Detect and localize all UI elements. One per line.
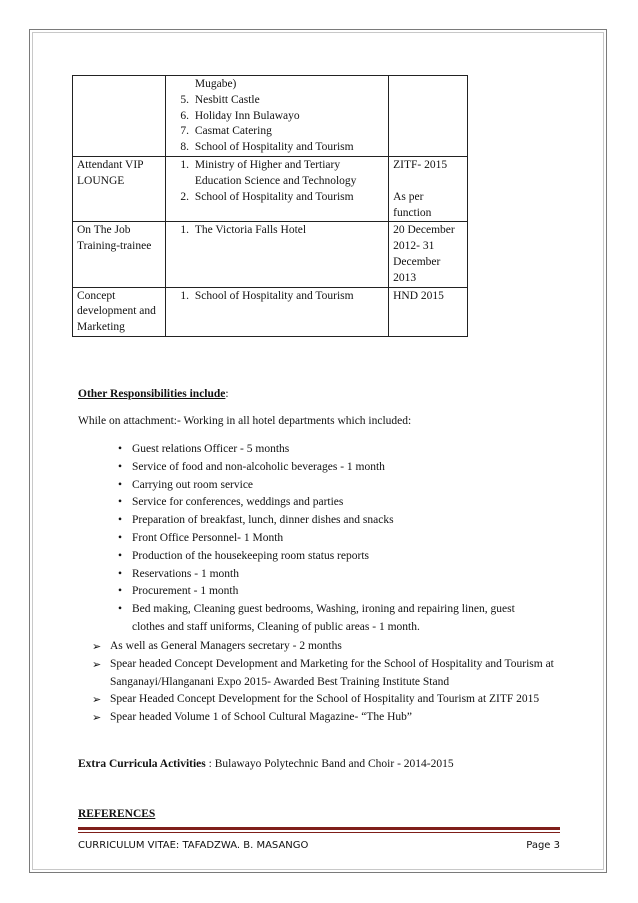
extra-curricula-text: : Bulawayo Polytechnic Band and Choir - 2014-2015	[205, 758, 454, 770]
organisation-cell	[165, 76, 388, 157]
table-row	[73, 76, 468, 157]
responsibility-item: • Bed making, Cleaning guest bedrooms, Washing, ironing and repairing linen, guest clothes and staff uniforms, Cleaning of public areas - 1 month.	[118, 601, 548, 637]
role-cell: Attendant VIP LOUNGE	[73, 156, 166, 221]
achievement-item: ➢ Spear Headed Concept Development for the School of Hospitality and Tourism at ZITF 2015	[92, 691, 562, 709]
organisation-list	[170, 289, 384, 305]
organisation-item: 1. School of Hospitality and Tourism	[192, 289, 384, 305]
date-text: HND 2015	[393, 289, 444, 302]
responsibility-item: • Reservations - 1 month	[118, 566, 548, 584]
extra-curricula	[78, 756, 454, 772]
date-text: As per function	[393, 190, 432, 219]
responsibility-item: • Guest relations Officer - 5 months	[118, 441, 548, 459]
experience-table	[72, 75, 468, 337]
extra-curricula-label: Extra Curricula Activities	[78, 758, 206, 770]
table-row	[73, 222, 468, 287]
date-cell	[389, 287, 468, 336]
role-cell: Concept development and Marketing	[73, 287, 166, 336]
responsibility-item: • Procurement - 1 month	[118, 583, 548, 601]
organisation-cell	[165, 222, 388, 287]
date-cell	[389, 222, 468, 287]
other-responsibilities-heading: Other Responsibilities include:	[78, 388, 229, 400]
attachment-intro: While on attachment:- Working in all hotel departments which included:	[78, 415, 412, 427]
organisation-item: 1. The Victoria Falls Hotel	[192, 223, 384, 239]
date-cell	[389, 156, 468, 221]
footer-rule-thick	[78, 827, 560, 830]
references-heading: REFERENCES	[78, 808, 156, 820]
responsibility-bullet-list	[118, 441, 548, 637]
footer-title: CURRICULUM VITAE: TAFADZWA. B. MASANGO	[78, 840, 309, 851]
continued-entity-text: Mugabe)	[194, 78, 237, 90]
table-row	[73, 287, 468, 336]
responsibility-item: • Preparation of breakfast, lunch, dinner dishes and snacks	[118, 512, 548, 530]
achievement-item: ➢ Spear headed Volume 1 of School Cultural Magazine- “The Hub”	[92, 709, 562, 727]
date-text: ZITF- 2015	[393, 158, 448, 171]
date-text: 20 December 2012- 31 December 2013	[393, 224, 455, 284]
page-number: Page 3	[526, 840, 560, 851]
responsibility-item: • Service for conferences, weddings and parties	[118, 494, 548, 512]
organisation-list	[170, 158, 384, 205]
responsibility-item: • Service of food and non-alcoholic beverages - 1 month	[118, 459, 548, 477]
organisation-item: 8. School of Hospitality and Tourism	[192, 140, 384, 156]
organisation-item: 2. School of Hospitality and Tourism	[192, 190, 384, 206]
achievement-item: ➢ As well as General Managers secretary - 2 months	[92, 638, 562, 656]
organisation-cell	[165, 156, 388, 221]
organisation-item: 1. Ministry of Higher and Tertiary Education Science and Technology	[192, 158, 384, 190]
role-cell	[73, 76, 166, 157]
footer-rule-thin	[78, 832, 560, 833]
responsibility-item: • Production of the housekeeping room status reports	[118, 548, 548, 566]
date-cell	[389, 76, 468, 157]
achievement-item: ➢ Spear headed Concept Development and Marketing for the School of Hospitality and Tourism at Sanganayi/Hlanganani Expo 2015- Awarded Best Training Institute Stand	[92, 656, 562, 692]
table-row	[73, 156, 468, 221]
organisation-list	[170, 223, 384, 239]
achievement-arrow-list	[92, 638, 562, 727]
responsibility-item: • Front Office Personnel- 1 Month	[118, 530, 548, 548]
organisation-item: 7. Casmat Catering	[192, 124, 384, 140]
responsibility-item: • Carrying out room service	[118, 477, 548, 495]
organisation-cell	[165, 287, 388, 336]
organisation-item: 6. Holiday Inn Bulawayo	[192, 109, 384, 125]
organisation-list	[170, 93, 384, 156]
role-cell: On The Job Training-trainee	[73, 222, 166, 287]
organisation-item: 5. Nesbitt Castle	[192, 93, 384, 109]
